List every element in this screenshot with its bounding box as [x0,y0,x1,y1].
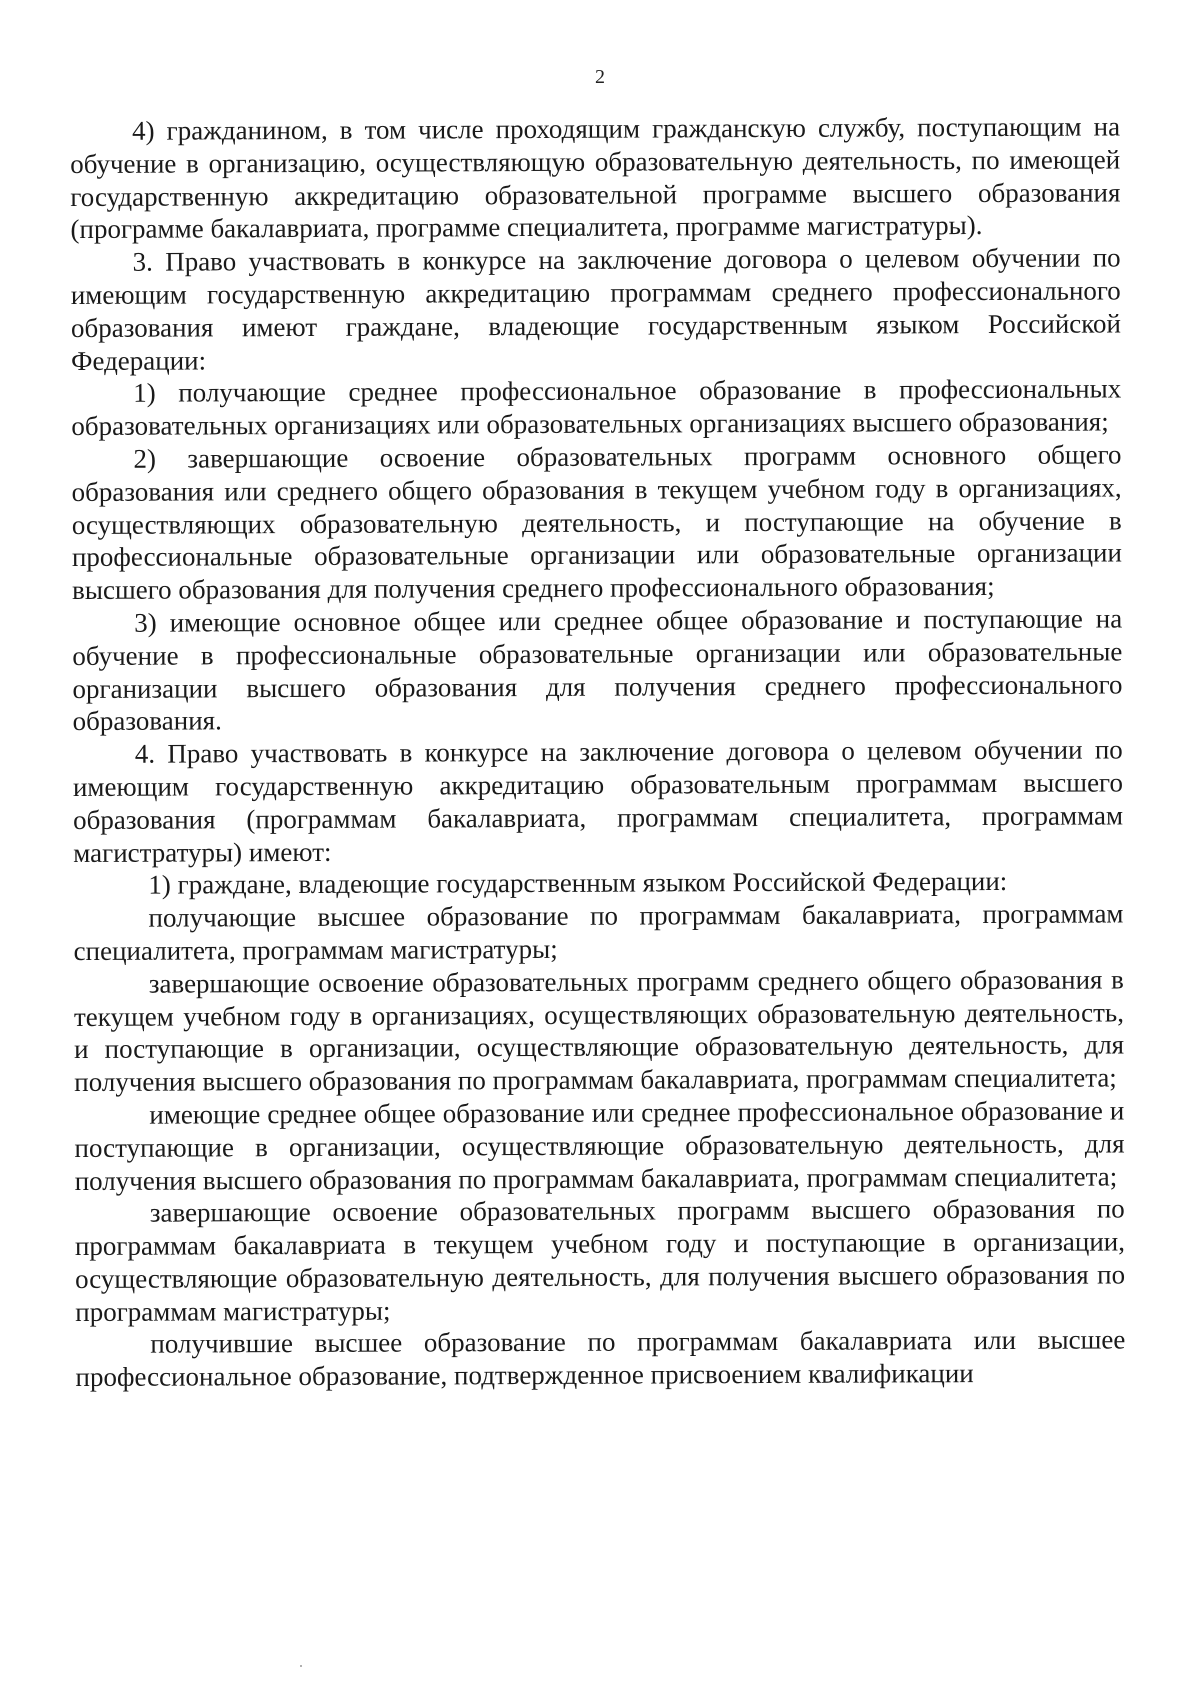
paragraph-subitem-completing-secondary: завершающие освоение образовательных программ среднего общего образования в текущем учебном году в организациях, осуществляющих образовательную деятельность, и поступающие в организации, осуществляющие образовательную деятельность, для получения высшего образования по программам бакалавриата, программам специалитета; [73,964,1125,1098]
paragraph-subitem-graduated-bachelor: получившие высшее образование по программам бакалавриата или высшее профессиональное образование, подтвержденное присвоением квалификации [75,1324,1126,1393]
paragraph-subitem-receiving: получающие высшее образование по программам бакалавриата, программам специалитета, программам магистратуры; [73,898,1124,966]
paragraph-section-3: 3. Право участвовать в конкурсе на заключение договора о целевом обучении по имеющим государственную аккредитацию программам среднего профессионального образования имеют граждане, владеющие государственным языком Российской Федерации: [70,242,1121,376]
paragraph-subitem-having-secondary: имеющие среднее общее образование или среднее профессиональное образование и поступающие в организации, осуществляющие образовательную деятельность, для получения высшего образования по программам бакалавриата, программам специалитета; [74,1095,1125,1196]
paragraph-subitem-completing-bachelor: завершающие освоение образовательных программ высшего образования по программам бакалавриата в текущем учебном году и поступающие в организации, осуществляющие образовательную деятельность, для получения высшего образования по программам магистратуры; [74,1193,1126,1327]
paragraph-section-4: 4. Право участвовать в конкурсе на заключение договора о целевом обучении по имеющим государственную аккредитацию образовательным программам высшего образования (программам бакалавриата, программам специалитета, программам магистратуры) имеют: [72,734,1124,868]
page-number: 2 [595,66,605,88]
document-body [70,110,1126,1394]
paragraph-section-3-item-3: 3) имеющие основное общее или среднее общее образование и поступающие на обучение в профессиональные образовательные организации или образовательные организации высшего образования для получения среднего профессионального образования. [72,603,1123,737]
paragraph-section-3-item-2: 2) завершающие освоение образовательных программ основного общего образования или среднего общего образования в текущем учебном году в организациях, осуществляющих образовательную деятельность, и поступающие на обучение в профессиональные образовательные организации или образовательные организации высшего образования для получения среднего профессионального образования; [71,439,1122,606]
scan-speck [300,1665,302,1667]
paragraph-item-4: 4) гражданином, в том числе проходящим гражданскую службу, поступающим на обучение в организацию, осуществляющую образовательную деятельность, по имеющей государственную аккредитацию образовательной программе высшего образования (программе бакалавриата, программе специалитета, программе магистратуры). [70,111,1121,245]
paragraph-section-3-item-1: 1) получающие среднее профессиональное образование в профессиональных образовательных организациях или образовательных организациях высшего образования; [71,373,1122,442]
paragraph-section-4-item-1: 1) граждане, владеющие государственным языком Российской Федерации: [148,866,1008,900]
